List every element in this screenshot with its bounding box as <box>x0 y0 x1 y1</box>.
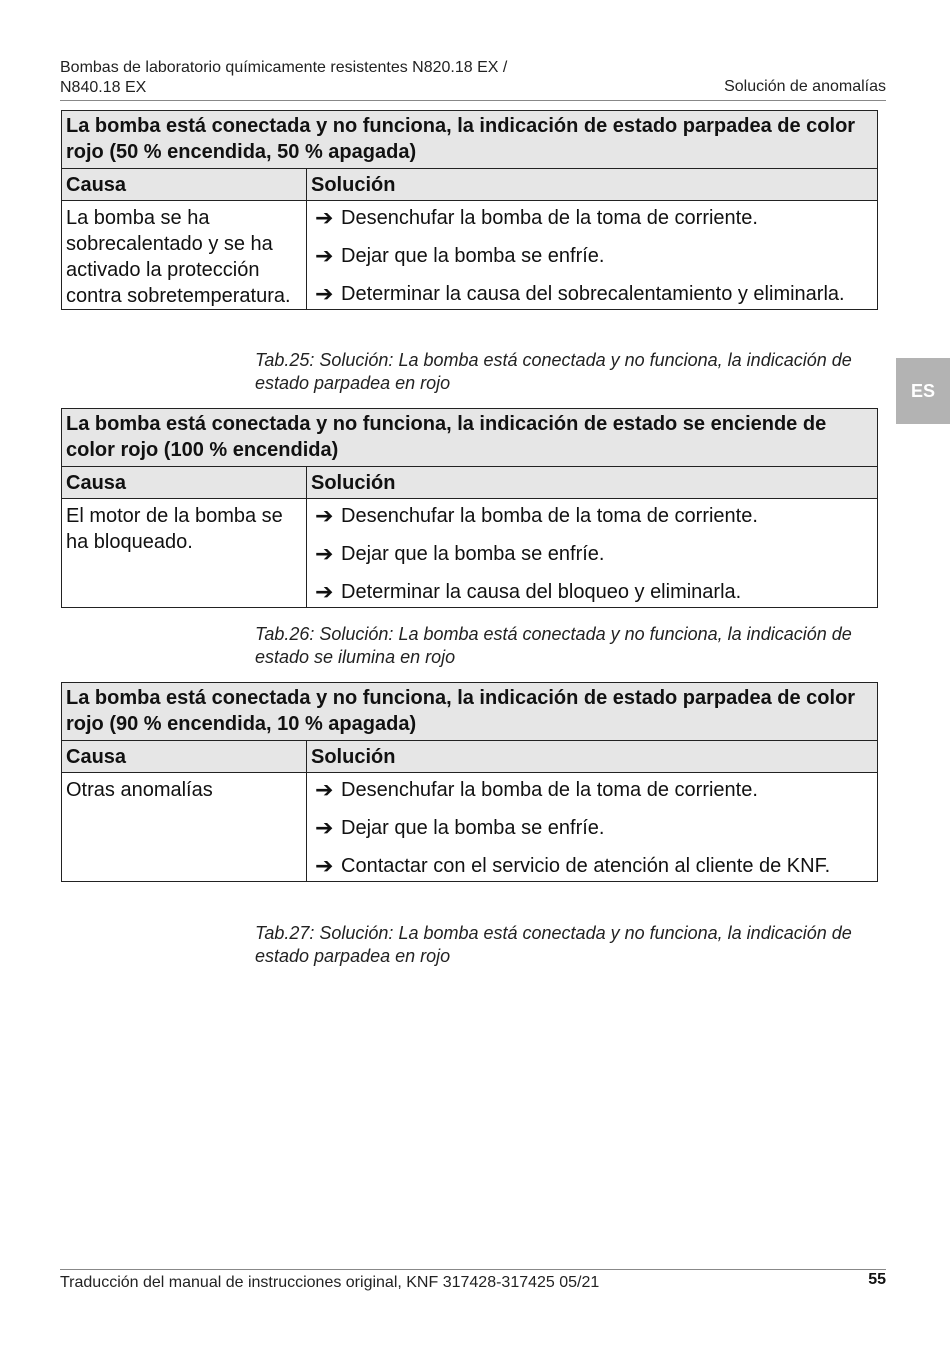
column-header-cause: Causa <box>62 169 307 201</box>
cause-text: Otras anomalías <box>62 773 307 882</box>
solution-steps <box>307 201 878 310</box>
table-caption: Tab.27: Solución: La bomba está conectada y no funciona, la indicación de estado parpadea en rojo <box>255 923 852 966</box>
arrow-right-icon: ➔ <box>315 815 334 840</box>
arrow-right-icon: ➔ <box>315 205 334 230</box>
table-title: La bomba está conectada y no funciona, la indicación de estado parpadea de color rojo (50 % encendida, 50 % apagada) <box>62 111 878 169</box>
step-text: Desenchufar la bomba de la toma de corriente. <box>341 779 758 801</box>
solution-step <box>315 243 873 269</box>
step-text: Dejar que la bomba se enfríe. <box>341 245 605 267</box>
column-header-solution: Solución <box>307 169 878 201</box>
trouble-table-26 <box>61 408 877 608</box>
table-caption: Tab.26: Solución: La bomba está conectada y no funciona, la indicación de estado se ilumina en rojo <box>255 624 852 667</box>
arrow-right-icon: ➔ <box>315 853 334 878</box>
table-title: La bomba está conectada y no funciona, la indicación de estado se enciende de color rojo (100 % encendida) <box>62 409 878 467</box>
language-tab-label: ES <box>910 380 935 401</box>
footer-rule <box>60 1269 886 1270</box>
arrow-right-icon: ➔ <box>315 243 334 268</box>
solution-steps <box>307 499 878 608</box>
step-text: Dejar que la bomba se enfríe. <box>341 817 605 839</box>
step-text: Determinar la causa del sobrecalentamiento y eliminarla. <box>341 283 845 305</box>
column-header-solution: Solución <box>307 467 878 499</box>
solution-step <box>315 579 873 605</box>
solution-step <box>315 777 873 803</box>
column-header-solution: Solución <box>307 741 878 773</box>
running-header-title <box>60 58 600 98</box>
solution-step <box>315 281 873 307</box>
arrow-right-icon: ➔ <box>315 541 334 566</box>
solution-step <box>315 503 873 529</box>
arrow-right-icon: ➔ <box>315 777 334 802</box>
language-tab <box>896 358 950 424</box>
cause-text: La bomba se ha sobrecalentado y se ha activado la protección contra sobretemperatura. <box>62 201 307 310</box>
step-text: Desenchufar la bomba de la toma de corriente. <box>341 207 758 229</box>
running-header-section: Solución de anomalías <box>724 78 886 95</box>
header-rule <box>60 100 886 101</box>
arrow-right-icon: ➔ <box>315 579 334 604</box>
solution-step <box>315 205 873 231</box>
table-caption: Tab.25: Solución: La bomba está conectada y no funciona, la indicación de estado parpadea en rojo <box>255 350 852 393</box>
column-header-cause: Causa <box>62 467 307 499</box>
step-text: Contactar con el servicio de atención al cliente de KNF. <box>341 855 831 877</box>
footer-text: Traducción del manual de instrucciones original, KNF 317428-317425 05/21 <box>60 1274 600 1291</box>
solution-step <box>315 815 873 841</box>
trouble-table-27 <box>61 682 877 882</box>
solution-step <box>315 541 873 567</box>
step-text: Desenchufar la bomba de la toma de corriente. <box>341 505 758 527</box>
page-number: 55 <box>868 1271 886 1288</box>
step-text: Determinar la causa del bloqueo y eliminarla. <box>341 581 742 603</box>
step-text: Dejar que la bomba se enfríe. <box>341 543 605 565</box>
header-title-line2: N840.18 EX <box>60 79 147 96</box>
arrow-right-icon: ➔ <box>315 503 334 528</box>
column-header-cause: Causa <box>62 741 307 773</box>
solution-step <box>315 853 873 879</box>
table-title: La bomba está conectada y no funciona, la indicación de estado parpadea de color rojo (90 % encendida, 10 % apagada) <box>62 683 878 741</box>
cause-text: El motor de la bomba se ha bloqueado. <box>62 499 307 608</box>
arrow-right-icon: ➔ <box>315 281 334 306</box>
solution-steps <box>307 773 878 882</box>
trouble-table-25 <box>61 110 877 310</box>
header-title-line1: Bombas de laboratorio químicamente resistentes N820.18 EX / <box>60 59 508 76</box>
